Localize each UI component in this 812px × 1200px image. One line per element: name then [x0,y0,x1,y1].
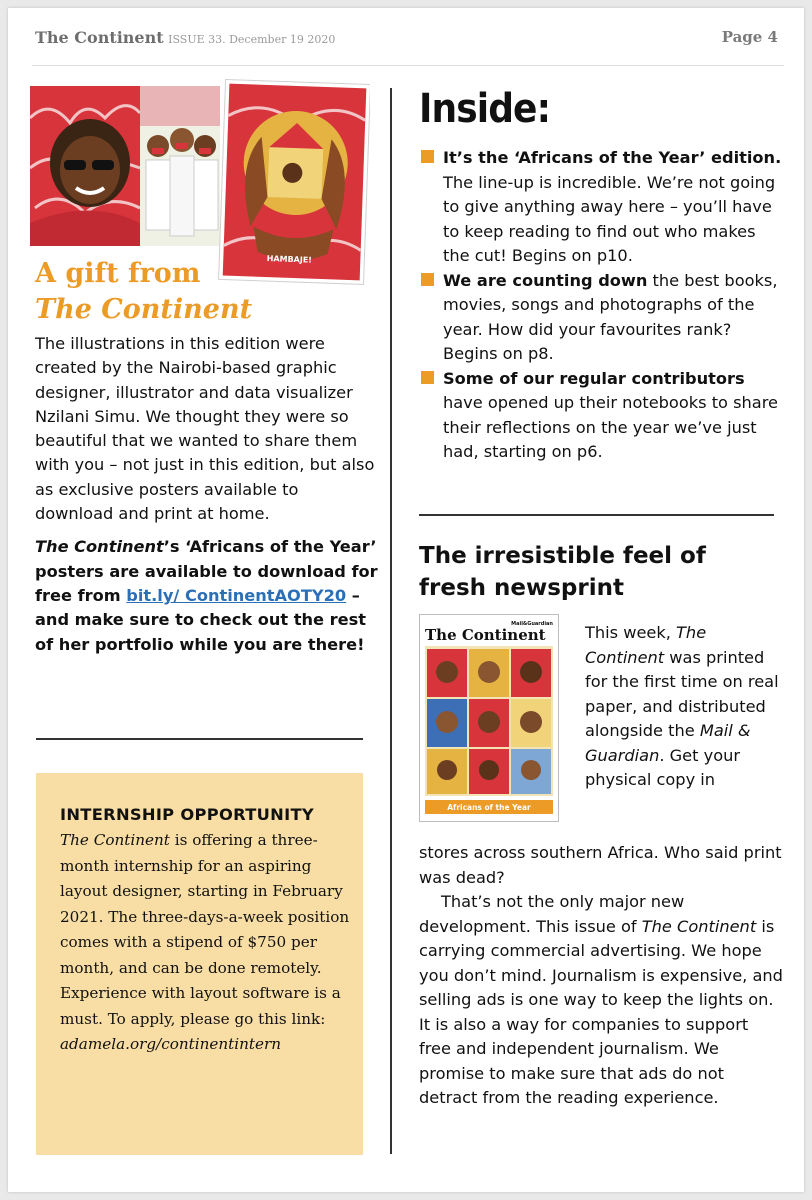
cover-masthead: The Continent [425,626,546,644]
gift-title [35,256,252,328]
publication-name: The Continent [35,28,164,47]
issue-info: ISSUE 33. December 19 2020 [168,33,336,46]
internship-box [36,773,363,1155]
gift-title-line2: The Continent [35,294,253,325]
page-header [35,28,335,47]
internship-publication: The Continent [60,831,170,849]
right-divider [419,514,774,516]
internship-link[interactable]: adamela.org/continentintern [60,1035,282,1053]
header-divider [32,65,784,66]
newsprint-title: The irresistible feel of fresh newsprint [419,543,706,601]
bullet-square-icon [421,273,434,286]
gift-title-line1: A gift from [35,258,201,289]
health-workers-panel [140,86,220,246]
inside-list [416,146,786,465]
left-divider [36,738,363,740]
gift-paragraph: The illustrations in this edition were created by the Nairobi-based graphic designer, illustrator and data visualizer Nzilani Simu. We thought they were so beautiful that we wanted to share them with you – not just in this edition, but also as exclusive posters available to download and print at home. [35,334,375,524]
cover-partner: Mail&Guardian [511,621,553,627]
internship-body: The Continent is offering a three-month internship for an aspiring layout designer, starting in February 2021. The three-days-a-week position comes with a stipend of $750 per month, and can be done remotely. Experience with layout software is a must. To apply, please go this link: adamela.org/continentintern [60,831,350,1053]
page-number: Page 4 [721,28,778,46]
hands-panel [219,80,370,285]
column-divider [390,88,392,1154]
inside-item: Some of our regular contributors have opened up their notebooks to share their reflections on the year we’ve just had, starting on p6. [416,367,786,465]
newsprint-body: stores across southern Africa. Who said print was dead? That’s not the only major new development. This issue of The Continent is carrying commercial advertising. We hope you don’t mind. Journalism is expensive, and selling ads is one way to keep the lights on. It is also a way for companies to support free and independent journalism. We promise to make sure that ads do not detract from the reading experience. [419,843,783,1107]
cover-portrait-grid [427,649,551,794]
internship-title: INTERNSHIP OPPORTUNITY [60,805,314,824]
poster-label: HAMBAJE! [266,254,313,265]
download-link[interactable]: bit.ly/ ContinentAOTY20 [126,585,347,605]
gift-body [35,332,380,657]
newspaper-cover-image [419,614,559,822]
page [8,8,804,1192]
inside-item: We are counting down the best books, movies, songs and photographs of the year. How did your favourites rank? Begins on p8. [416,269,786,367]
cover-band-text: Africans of the Year [447,803,531,812]
bullet-square-icon [421,150,434,163]
portrait-panel-woman [30,86,140,246]
publication-name-inline: The Continent [35,537,164,557]
bullet-square-icon [421,371,434,384]
newsprint-wrap-text: This week, The Continent was printed for the first time on real paper, and distributed alongside the Mail & Guardian. Get your physical copy in [585,623,779,789]
gift-download-paragraph: The Continent’s ‘Africans of the Year’ posters are available to download for free from bit.ly/ ContinentAOTY20 – and make sure to check out the rest of her portfolio while you are there! [35,537,378,654]
inside-title: Inside: [419,86,551,132]
inside-item: It’s the ‘Africans of the Year’ edition. The line-up is incredible. We’re not going to give anything away here – you’ll have to keep reading to find out who makes the cut! Begins on p10. [416,146,786,269]
